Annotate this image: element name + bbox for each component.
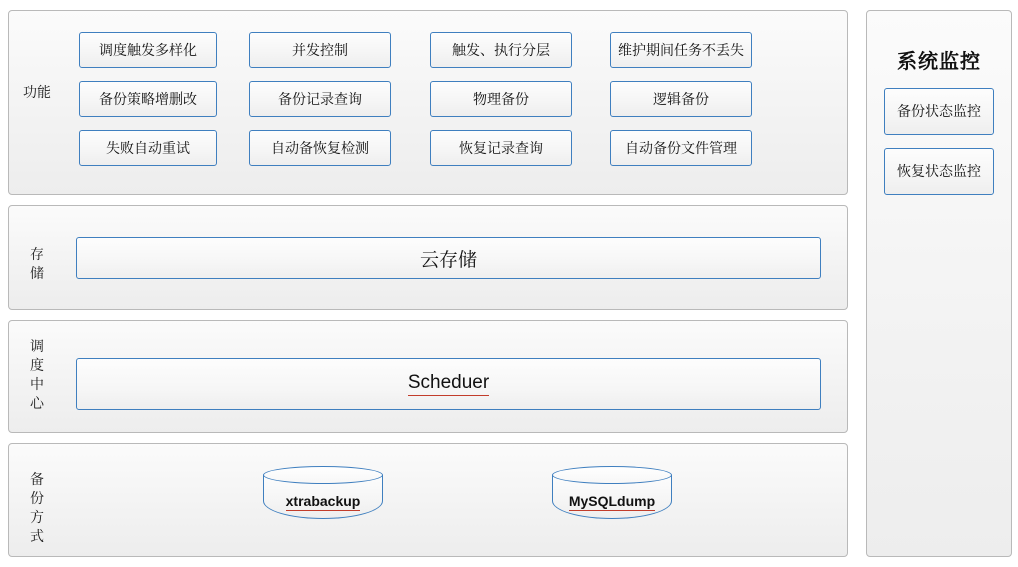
cylinder-top-ellipse <box>552 466 672 484</box>
monitor-item-backup-status[interactable]: 备份状态监控 <box>884 88 994 135</box>
function-box-11[interactable]: 恢复记录查询 <box>430 130 572 166</box>
function-box-3[interactable]: 触发、执行分层 <box>430 32 572 68</box>
cloud-storage-box[interactable]: 云存储 <box>76 237 821 279</box>
scheduler-box[interactable] <box>76 358 821 410</box>
function-box-9[interactable]: 失败自动重试 <box>79 130 217 166</box>
section-label-storage-char-1: 存 <box>30 246 44 262</box>
section-label-scheduler <box>14 337 60 413</box>
section-label-storage-char-2: 储 <box>30 265 44 281</box>
section-label-scheduler-char-2: 度 <box>30 357 44 373</box>
function-box-10[interactable]: 自动备恢复检测 <box>249 130 391 166</box>
cylinder-label-text: xtrabackup <box>285 493 361 509</box>
section-label-storage <box>14 245 60 283</box>
monitor-item-restore-status[interactable]: 恢复状态监控 <box>884 148 994 195</box>
function-box-5[interactable]: 备份策略增删改 <box>79 81 217 117</box>
section-label-backup-method <box>14 470 60 546</box>
section-label-method-char-3: 方 <box>30 509 44 525</box>
scheduler-box-label: Scheduer <box>408 372 489 396</box>
function-box-7[interactable]: 物理备份 <box>430 81 572 117</box>
cylinder-label-mysqldump <box>552 493 672 509</box>
section-label-scheduler-char-1: 调 <box>30 338 44 354</box>
section-panel-backup-method <box>8 443 848 557</box>
monitor-title: 系统监控 <box>897 51 981 73</box>
cylinder-label-xtrabackup <box>263 493 383 509</box>
cylinder-top-ellipse <box>263 466 383 484</box>
section-label-scheduler-char-4: 心 <box>30 395 44 411</box>
section-label-method-char-2: 份 <box>30 490 44 506</box>
function-box-4[interactable]: 维护期间任务不丢失 <box>610 32 752 68</box>
section-label-method-char-1: 备 <box>30 471 44 487</box>
function-box-8[interactable]: 逻辑备份 <box>610 81 752 117</box>
section-label-method-char-4: 式 <box>30 528 44 544</box>
database-cylinder-xtrabackup[interactable] <box>263 466 385 528</box>
function-box-12[interactable]: 自动备份文件管理 <box>610 130 752 166</box>
function-box-6[interactable]: 备份记录查询 <box>249 81 391 117</box>
section-label-scheduler-char-3: 中 <box>30 376 44 392</box>
cylinder-label-text: MySQLdump <box>568 493 656 509</box>
function-box-1[interactable]: 调度触发多样化 <box>79 32 217 68</box>
section-label-function: 功能 <box>23 84 51 100</box>
function-box-2[interactable]: 并发控制 <box>249 32 391 68</box>
database-cylinder-mysqldump[interactable] <box>552 466 674 528</box>
